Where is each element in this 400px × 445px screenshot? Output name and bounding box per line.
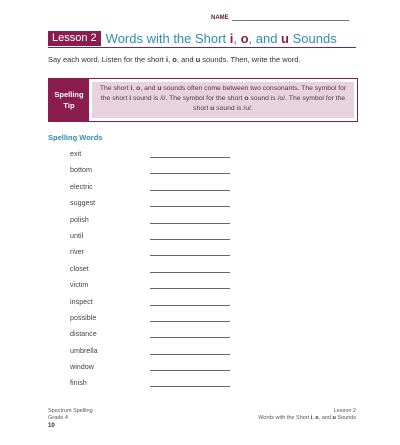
word: window [70, 362, 94, 372]
word: distance [70, 329, 97, 339]
name-blank[interactable] [232, 14, 349, 21]
footer-left [48, 408, 93, 422]
lesson-title: Words with the Short i, o, and u Sounds [105, 31, 337, 46]
word: possible [70, 312, 97, 322]
word: until [70, 230, 84, 240]
spelling-tip-text: The short i, o, and u sounds often come between two consonants. The symbol for the short i sound is /i/. The symbol for the short o sound is /o/. The symbol for the short u sound is /u/. [92, 82, 354, 118]
write-line[interactable] [150, 255, 230, 256]
word: polish [70, 214, 89, 224]
write-line[interactable] [150, 173, 230, 174]
write-line[interactable] [150, 223, 230, 224]
write-line[interactable] [150, 288, 230, 289]
write-line[interactable] [150, 337, 230, 338]
write-line[interactable] [150, 157, 230, 158]
word: electric [70, 181, 93, 191]
write-line[interactable] [150, 239, 230, 240]
word: exit [70, 149, 82, 158]
word: inspect [70, 296, 93, 306]
footer-right [258, 408, 356, 422]
page-number: 10 [48, 423, 55, 429]
footer-lesson-title: Words with the Short i, o, and u Sounds [258, 415, 356, 421]
write-line[interactable] [150, 354, 230, 355]
word: finish [70, 378, 87, 388]
footer-book-title: Spectrum Spelling [48, 408, 93, 414]
word: umbrella [70, 345, 98, 355]
name-label: NAME [211, 15, 229, 21]
word: victim [70, 280, 89, 290]
write-line[interactable] [150, 386, 230, 387]
lesson-title-row [48, 31, 337, 46]
write-line[interactable] [150, 370, 230, 371]
name-line [211, 14, 349, 21]
write-line[interactable] [150, 305, 230, 306]
word: river [70, 247, 84, 257]
footer-grade: Grade 4 [48, 415, 68, 421]
write-line[interactable] [150, 206, 230, 207]
instructions: Say each word. Listen for the short i, o, and u sounds. Then, write the word. [48, 55, 301, 64]
word: bottom [70, 165, 92, 175]
spelling-words-heading: Spelling Words [48, 133, 103, 142]
write-line[interactable] [150, 190, 230, 191]
footer-lesson-number: Lesson 2 [333, 408, 356, 414]
title-divider [48, 47, 356, 48]
spelling-tip-label: Spelling Tip [49, 79, 89, 121]
write-line[interactable] [150, 272, 230, 273]
spelling-tip-box [48, 78, 358, 122]
write-line[interactable] [150, 321, 230, 322]
lesson-badge: Lesson 2 [48, 31, 101, 46]
word: suggest [70, 198, 96, 208]
word: closet [70, 263, 89, 273]
